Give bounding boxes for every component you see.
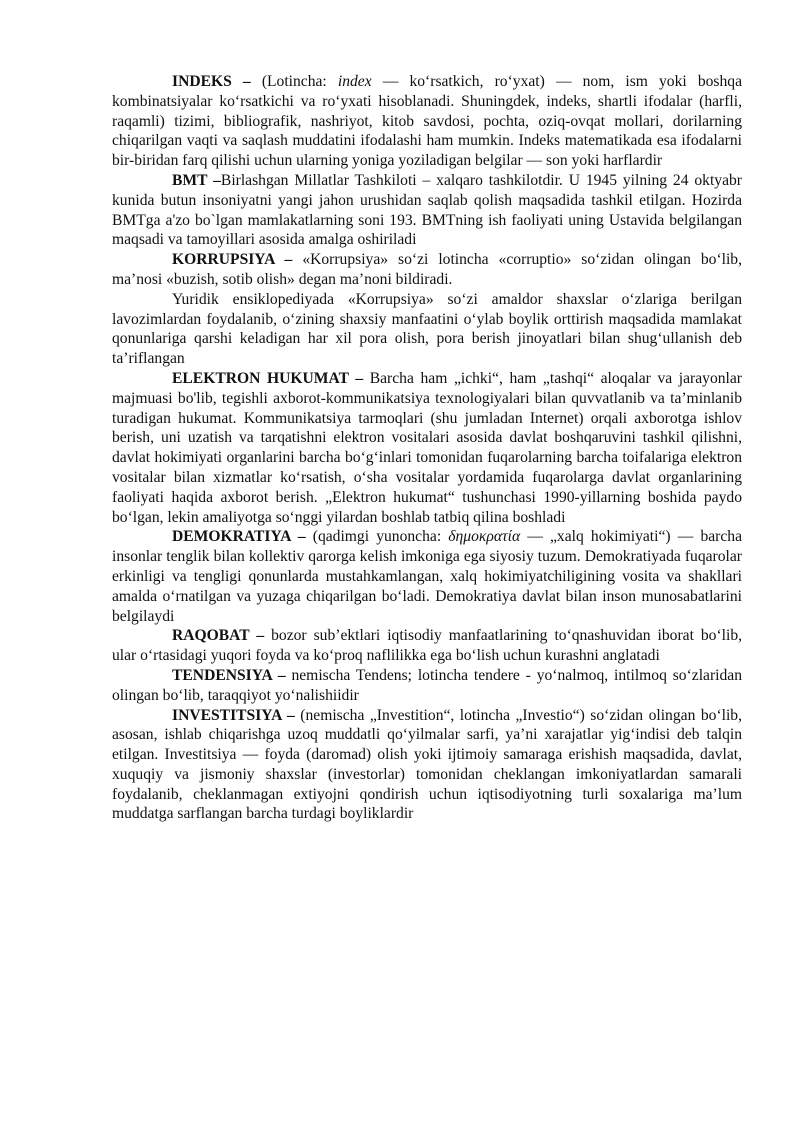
entry-prefix: (qadimgi yunoncha: xyxy=(312,528,449,546)
entry-bmt xyxy=(112,171,742,250)
term-heading: INDEKS xyxy=(172,73,232,90)
term-heading: ELEKTRON HUKUMAT xyxy=(172,369,349,387)
entry-tendensiya xyxy=(112,666,742,706)
entry-text: «Korrupsiya» so‘zi lotincha «corruptio» so‘zidan olingan bo‘lib, ma’nosi «buzish, sotib olish» degan ma’noni bildiradi. xyxy=(112,251,743,288)
term-heading: RAQOBAT xyxy=(172,627,250,645)
entry-italic: δημοκρατία xyxy=(448,528,521,546)
entry-text: Yuridik ensiklopediyada «Korrupsiya» so‘zi amaldor shaxslar o‘zlariga berilgan lavozimlardan foydalanib, o‘zining shaxsiy manfaatini o‘ylab boylik orttirish maqsadida mamlakat qonunlariga qarshi keladigan har xil pora olish, pora berish jinoyatlari bilan shug‘ullanish deb ta’riflangan xyxy=(112,290,742,368)
entry-korrupsiya xyxy=(112,250,742,290)
entry-demokratiya xyxy=(112,527,742,626)
term-heading: BMT xyxy=(172,171,208,189)
entry-raqobat xyxy=(112,626,742,666)
term-dash: – xyxy=(281,706,301,724)
entry-text: — „xalq hokimiyati“) — barcha insonlar tenglik bilan kollektiv qarorga kelish imkoniga ega siyosiy tuzum. Demokratiyada fuqarolar erkinligi va tengligi qonunlarda mustahkamlangan, xalq hokimiyatchiligining vosita va shakllari amalda o‘rnatilgan va yuzaga chiqarilgan bo‘ladi. Demokratiya davlat bilan inson munosabatlarini belgilaydi xyxy=(112,528,742,625)
entry-text: Barcha ham „ichki“, ham „tashqi“ aloqalar va jarayonlar majmuasi bo'lib, tegishli axborot-kommunikatsiya texnologiyalari bilan quvvatlanib va ta’minlanib turadigan hukumat. Kommunikatsiya tarmoqlari (shu jumladan Internet) orqali axborotga ishlov berish, uni uzatish va tarqatishni elektron vositalari asosida davlat boshqaruvini tashkil qilishni, davlat hokimiyati organlarini barcha bo‘g‘inlari tomonidan fuqarolarning barcha toifalariga elektron vositalar bilan xizmatlar ko‘rsatish, o‘sha vositalar yordamida fuqarolarga davlat organlarining faoliyati haqida axborot berish. „Elektron hukumat“ tushunchasi 1990-yillarning boshida paydo bo‘lgan, lekin amaliyotga so‘nggi yilardan boshlab tatbiq qilina boshladi xyxy=(112,369,742,526)
term-heading: DEMOKRATIYA xyxy=(172,528,291,546)
term-dash: – xyxy=(249,627,272,645)
entry-indeks xyxy=(112,72,742,171)
term-heading: KORRUPSIYA xyxy=(172,251,275,269)
entry-prefix: (Lotincha: xyxy=(261,73,338,90)
entry-text: nemischa Tendens; lotincha tendere - yo‘nalmoq, intilmoq so‘zlaridan olingan bo‘lib, taraqqiyot yo‘nalishiidir xyxy=(112,666,742,704)
document-page xyxy=(112,72,742,824)
entry-text: — ko‘rsatkich, ro‘yxat) — nom, ism yoki boshqa kombinatsiyalar ko‘rsatkichi va ro‘yxati hisoblanadi. Shuningdek, indeks, shartli ifodalar (harfli, raqamli) tizimi, bibliografik, nashriyot, kitob savdosi, pochta, oziq-ovqat mollari, dorilarning chiqarilgan vaqti va saqlash muddatini ifodalashi ham mumkin. Indeks matematikada esa ifodalarni bir-biridan farq qilishi uchun ularning yoniga yoziladigan belgilar — son yoki harflardir xyxy=(112,73,743,170)
entry-korrupsiya-definition xyxy=(112,290,742,369)
term-dash: – xyxy=(274,251,303,269)
term-dash: – xyxy=(271,666,292,684)
entry-elektron-hukumat xyxy=(112,369,742,527)
term-dash: – xyxy=(231,73,262,90)
entry-investitsiya xyxy=(112,706,742,825)
term-heading: INVESTITSIYA xyxy=(172,706,282,724)
term-heading: TENDENSIYA xyxy=(172,666,272,684)
term-dash: – xyxy=(207,171,221,189)
entry-italic: index xyxy=(337,73,372,90)
term-dash: – xyxy=(290,528,313,546)
term-dash: – xyxy=(348,369,370,387)
entry-text: (nemischa „Investition“, lotincha „Investio“) so‘zidan olingan bo‘lib, asosan, ishlab chiqarishga uzoq muddatli qo‘yilmalar sarfi, ya’ni xarajatlar yig‘indisi deb talqin etilgan. Investitsiya — foyda (daromad) olish yoki ijtimoiy samaraga erishish maqsadida, davlat, xuquqiy va jismoniy shaxslar (investorlar) tomonidan cheklangan imkoniyatlardan samarali foydalanib, cheklanmagan extiyojni qondirish uchun iqtisodiyotning turli soxalariga ma’lum muddatga sarflangan barcha turdagi boyliklardir xyxy=(112,706,742,823)
entry-text: Birlashgan Millatlar Tashkiloti – xalqaro tashkilotdir. U 1945 yilning 24 oktyabr kunida butun insoniyatni yangi jahon urushidan saqlab qolish maqsadida tashkil etilgan. Hozirda BMTga a'zo bo`lgan mamlakatlarning soni 193. BMTning ish faoliyati uning Ustavida belgilangan maqsadi va tamoyillari asosida amalga oshiriladi xyxy=(112,171,742,249)
entry-text: bozor sub’ektlari iqtisodiy manfaatlarining to‘qnashuvidan iborat bo‘lib, ular o‘rtasidagi yuqori foyda va ko‘proq naflilikka ega bo‘lish uchun kurashni anglatadi xyxy=(112,627,743,665)
